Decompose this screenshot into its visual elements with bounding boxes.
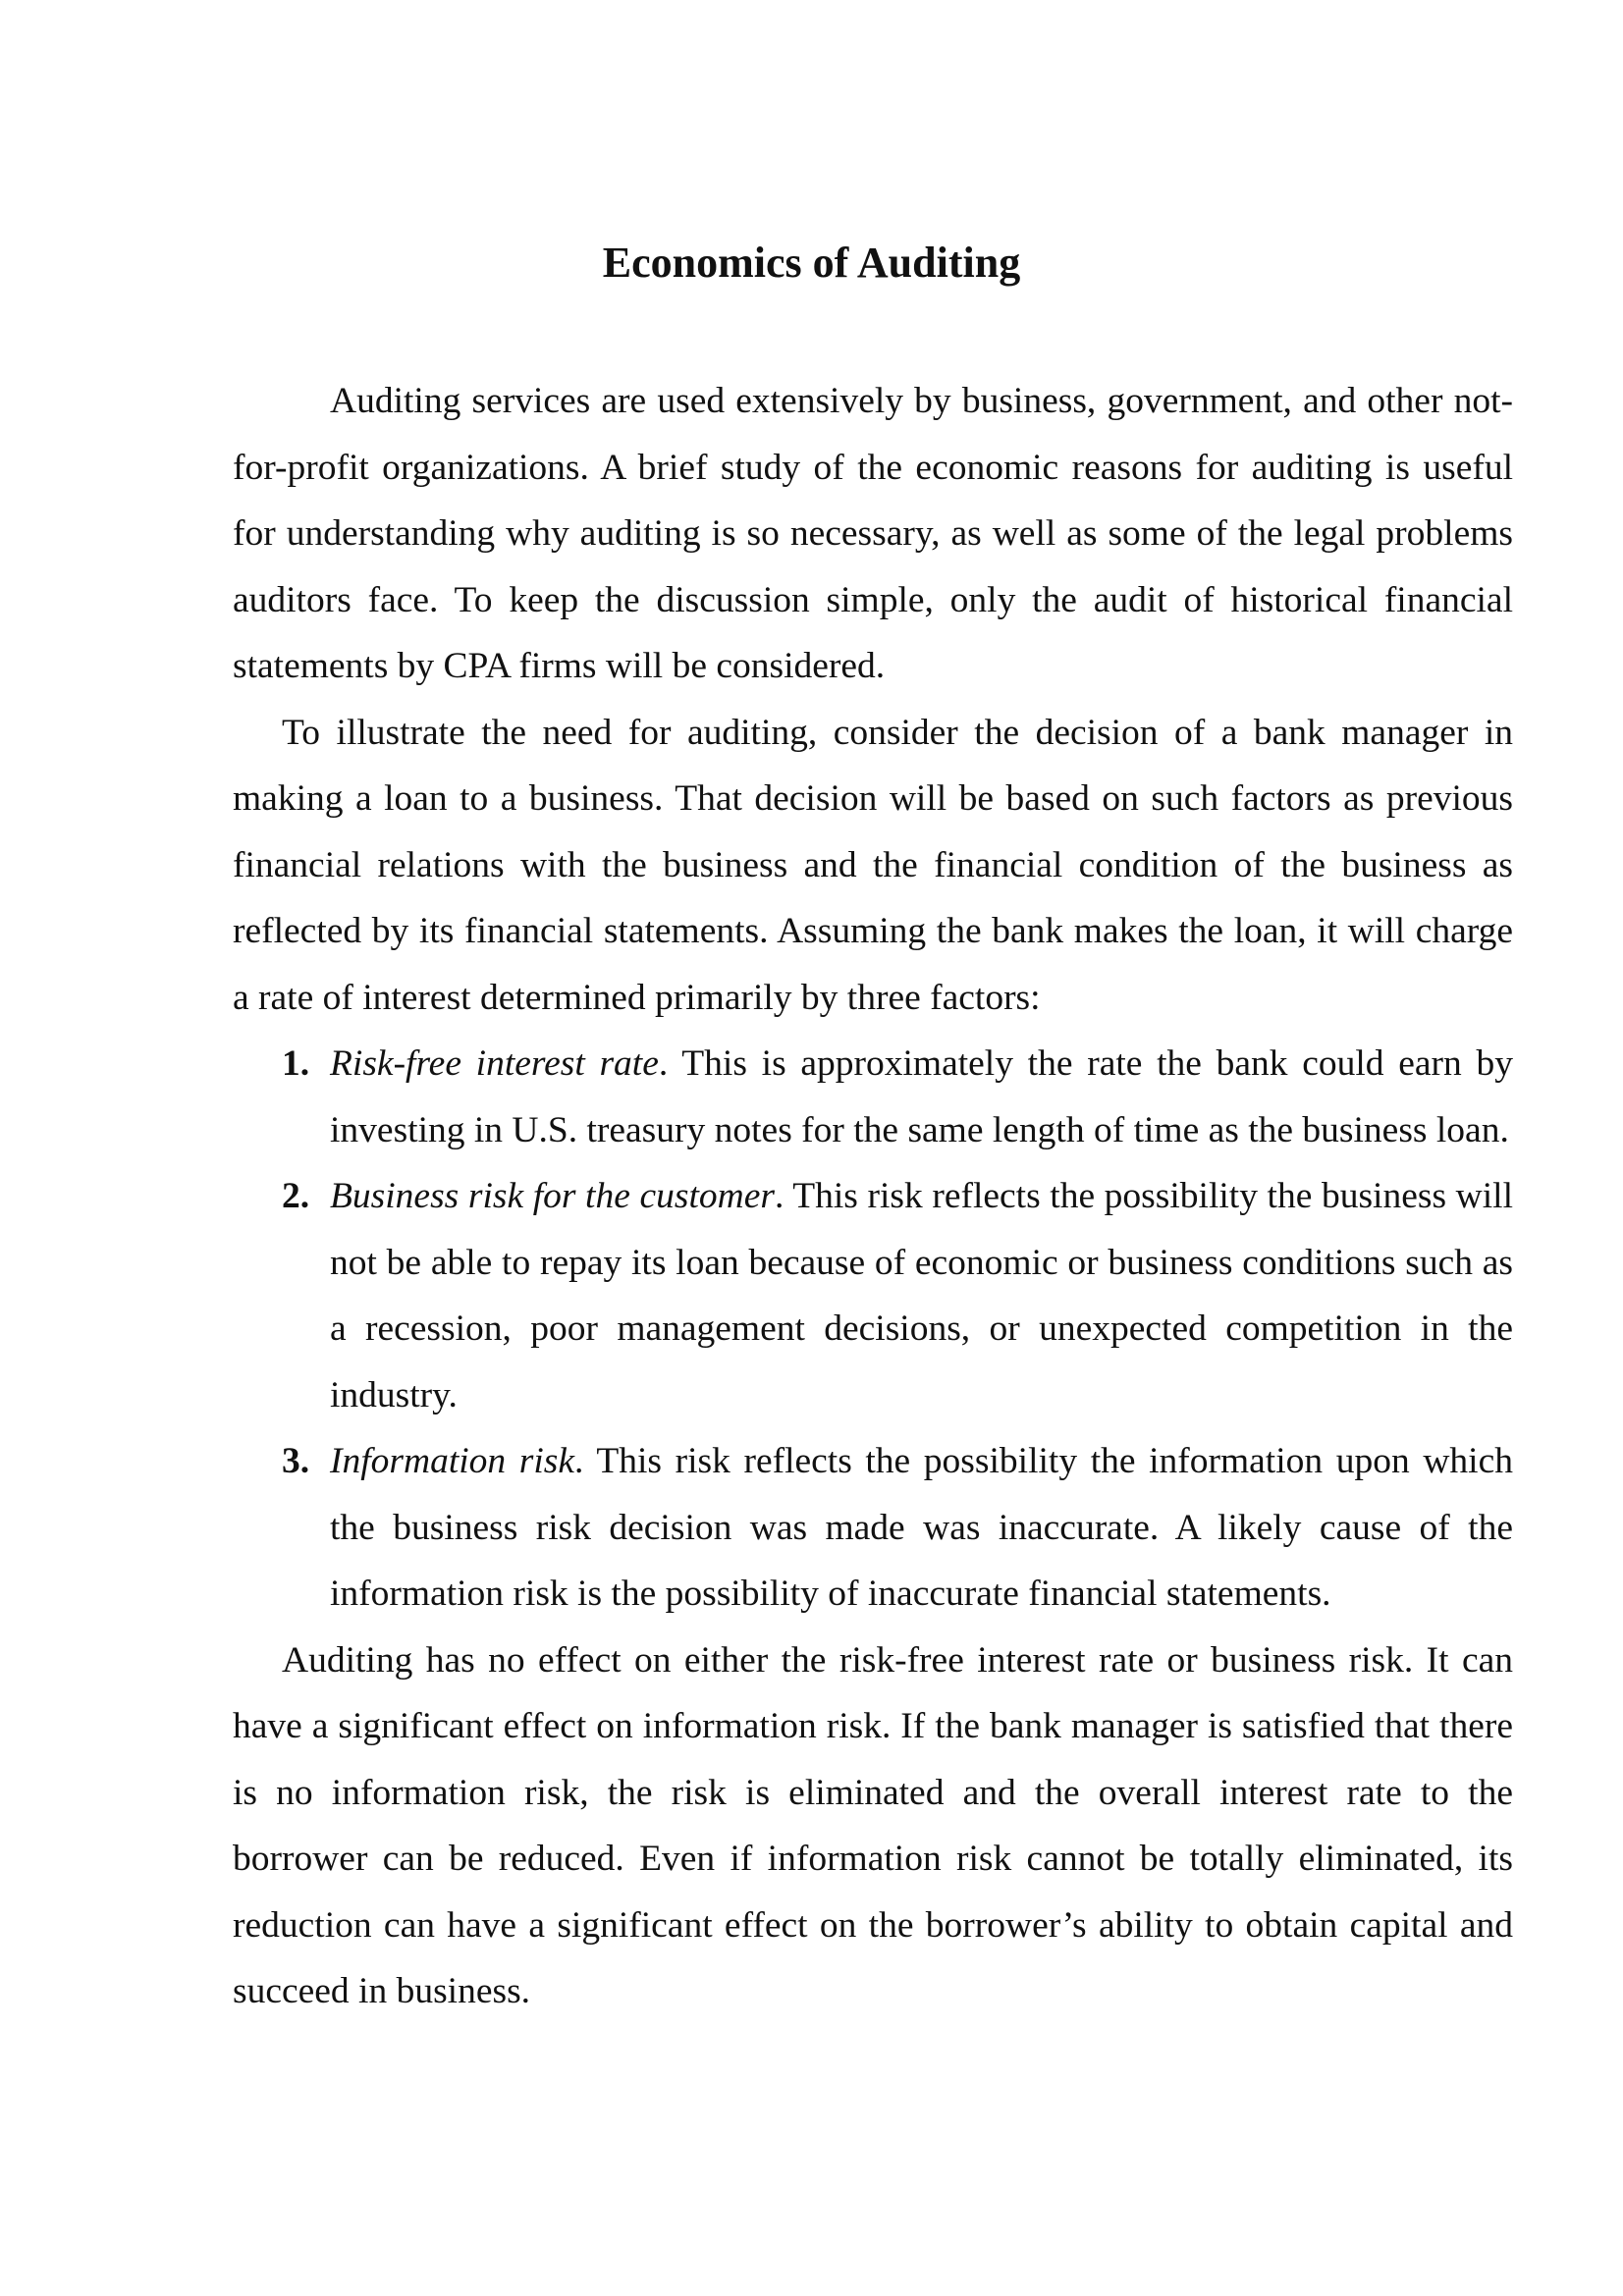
factor-term: Information risk [330, 1441, 575, 1481]
closing-paragraph: Auditing has no effect on either the risk-free interest rate or business risk. It can have a significant effect on information risk. If the bank manager is satisfied that there is no information risk, the risk is eliminated and the overall interest rate to the borrower can be reduced. Even if information risk cannot be totally eliminated, its reduction can have a significant effect on the borrower’s ability to obtain capital and succeed in business. [233, 1639, 1513, 2011]
list-item [233, 1163, 1513, 1428]
intro-paragraph: Auditing services are used extensively by business, government, and other not-for-profit organizations. A brief study of the economic reasons for auditing is useful for understanding why auditing is so necessary, as well as some of the legal problems auditors face. To keep the discussion simple, only the audit of historical financial statements by CPA firms will be considered. [233, 381, 1513, 686]
list-number: 3. [282, 1441, 310, 1481]
factor-description: . This is approximately the rate the bank could earn by investing in U.S. treasury notes for the same length of time as the business loan. [330, 1043, 1513, 1150]
factor-term: Business risk for the customer [330, 1176, 775, 1216]
list-item [233, 1428, 1513, 1628]
page-title: Economics of Auditing [602, 239, 1021, 287]
factor-description: . This risk reflects the possibility the information upon which the business risk decision was made was inaccurate. A likely cause of the information risk is the possibility of inaccurate financial statements. [330, 1441, 1513, 1614]
loan-example-paragraph: To illustrate the need for auditing, consider the decision of a bank manager in making a loan to a business. That decision will be based on such factors as previous financial relations with the business and the financial condition of the business as reflected by its financial statements. Assuming the bank makes the loan, it will charge a rate of interest determined primarily by three factors: [233, 712, 1513, 1018]
list-number: 2. [282, 1176, 310, 1216]
factor-term: Risk-free interest rate [330, 1043, 659, 1084]
list-number: 1. [282, 1043, 310, 1084]
document-body [233, 368, 1513, 2025]
factor-description: . This risk reflects the possibility the business will not be able to repay its loan because of economic or business conditions such as a recession, poor management decisions, or unexpected competition in the industry. [330, 1176, 1513, 1415]
list-item [233, 1031, 1513, 1163]
interest-factors-list [233, 1031, 1513, 1628]
